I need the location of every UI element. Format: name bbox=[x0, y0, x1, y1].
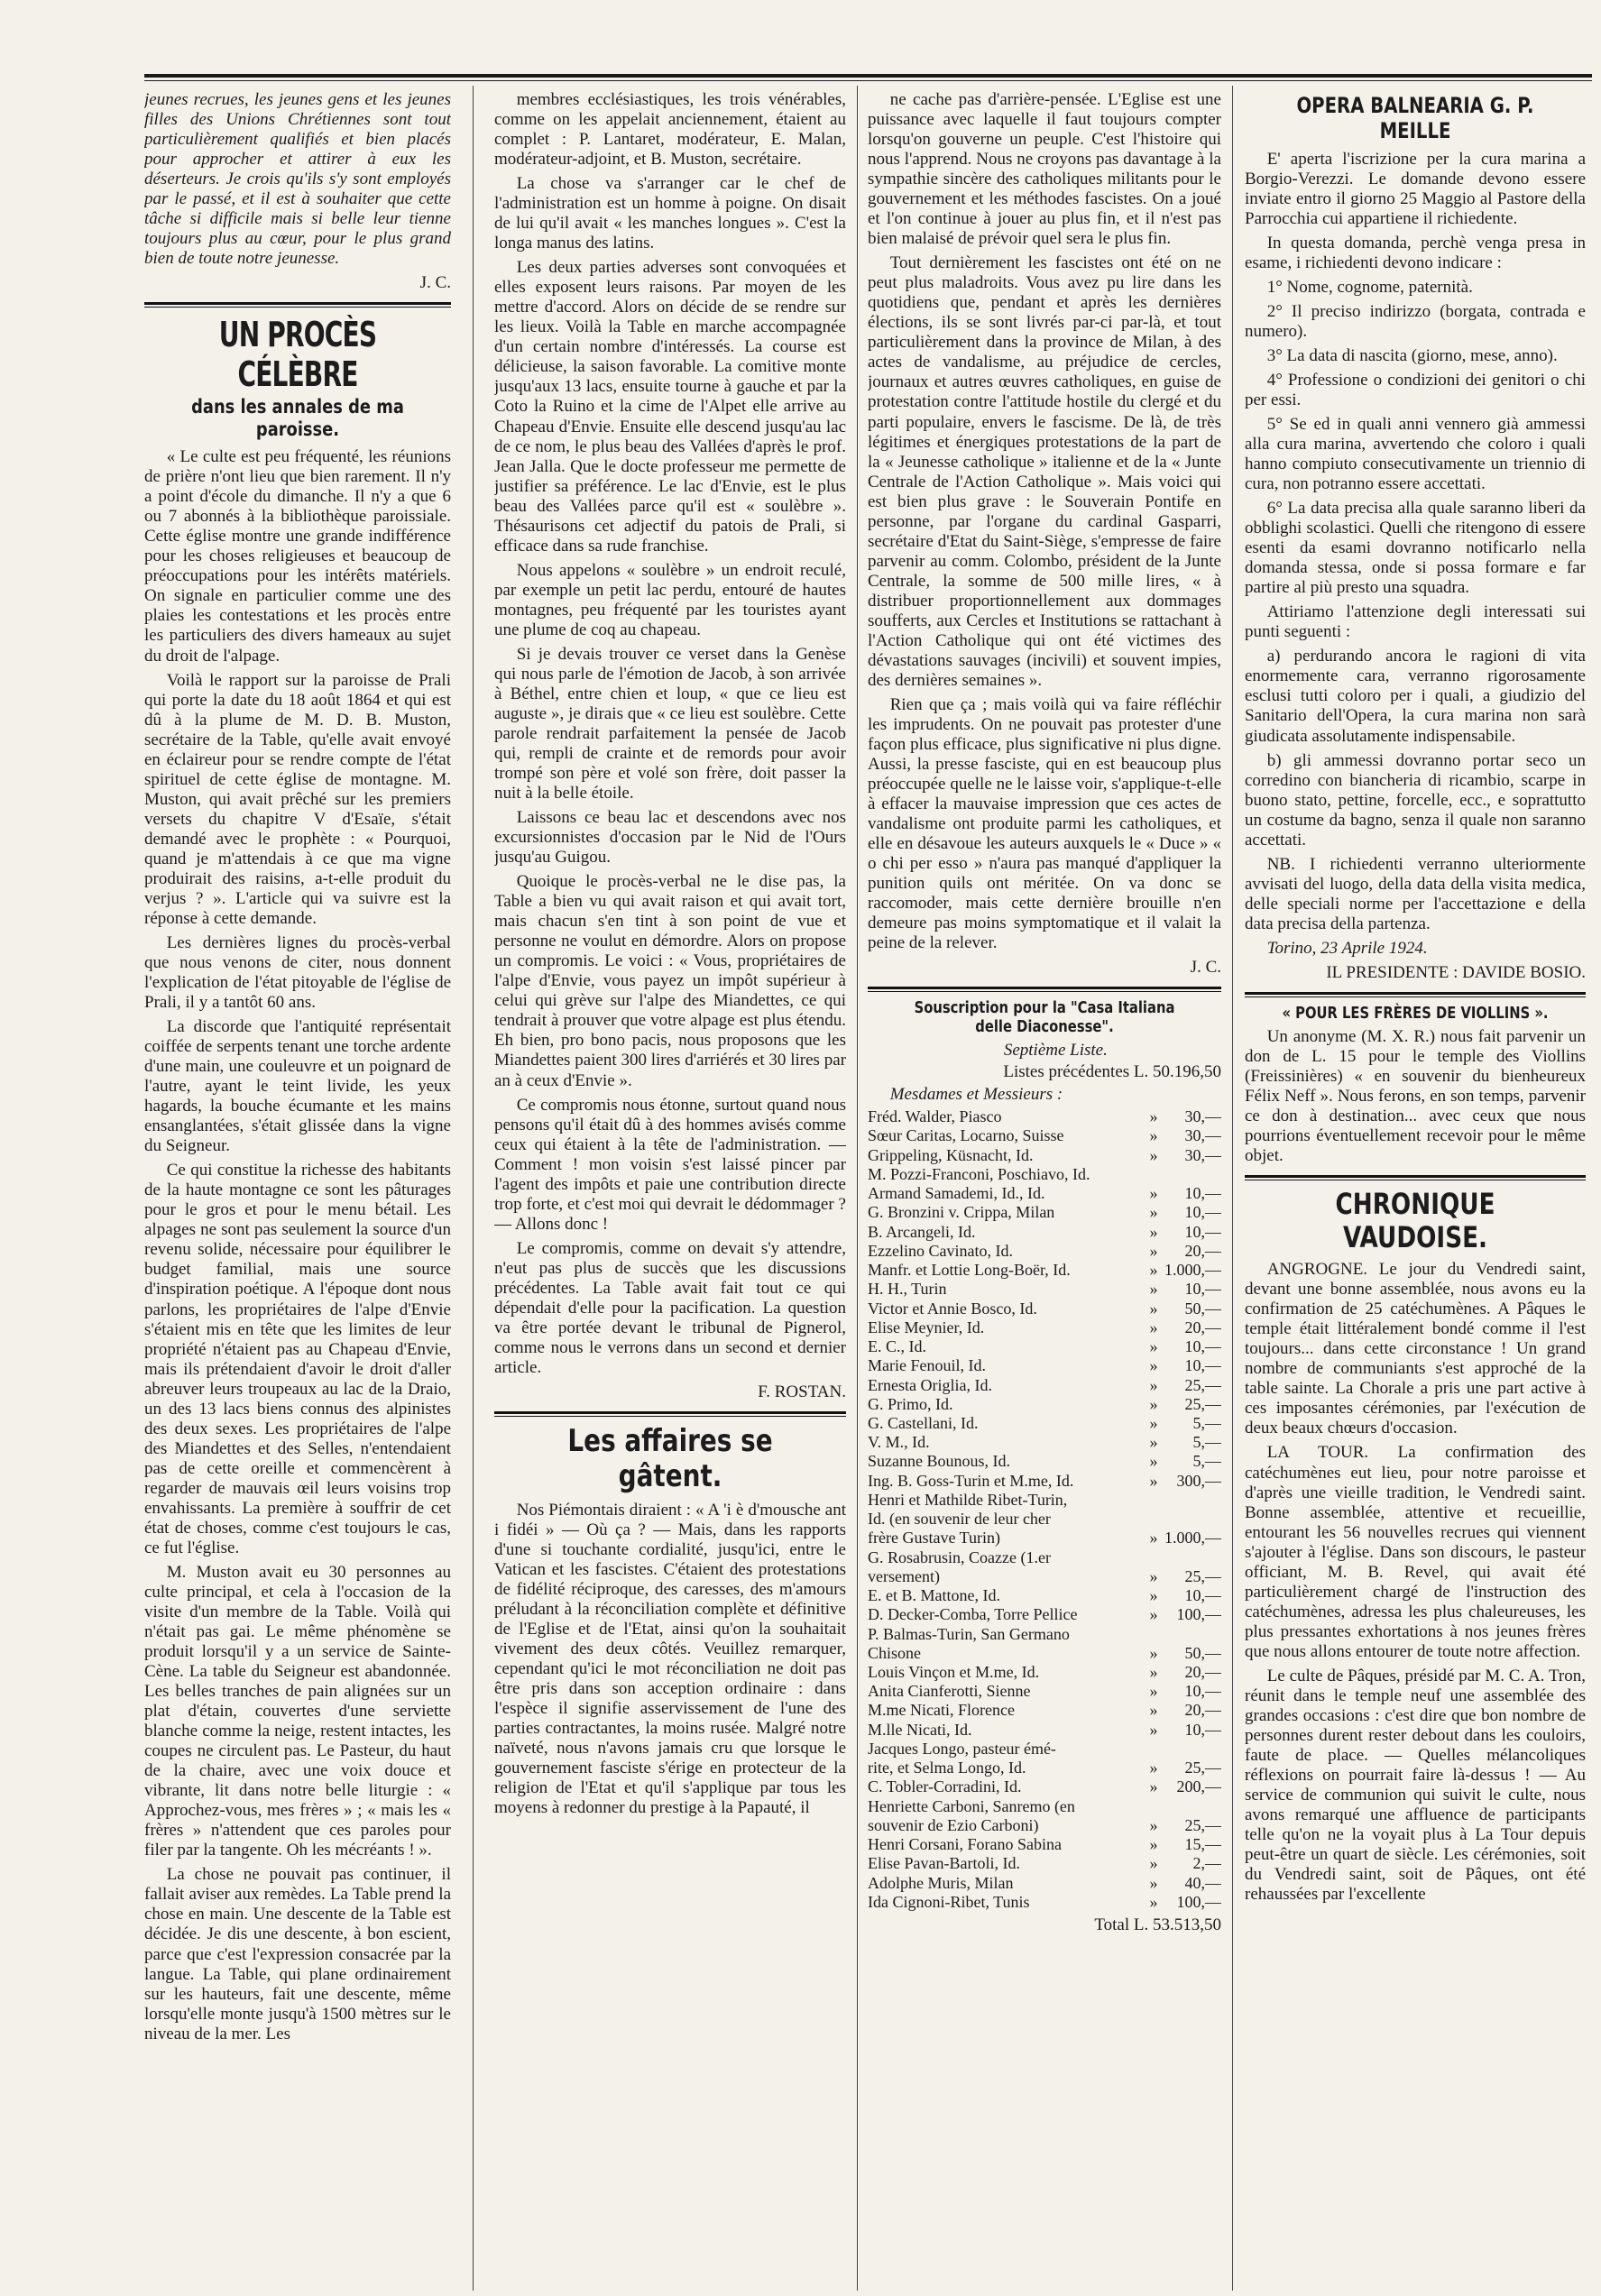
donor-row bbox=[868, 1414, 1221, 1433]
donor-name: Henri Corsani, Forano Sabina bbox=[868, 1835, 1062, 1854]
donor-row bbox=[868, 1203, 1221, 1222]
article-body-continued bbox=[494, 90, 846, 1378]
donor-amount: 10,— bbox=[1184, 1682, 1221, 1701]
donor-row bbox=[868, 1452, 1221, 1471]
ditto-mark: » bbox=[1149, 1759, 1158, 1777]
donor-name: Elise Meynier, Id. bbox=[868, 1318, 985, 1336]
donor-row bbox=[868, 1491, 1221, 1510]
donor-name: Henri et Mathilde Ribet-Turin, bbox=[868, 1490, 1068, 1509]
section-rule bbox=[1245, 992, 1586, 997]
paragraph: 6° La data precisa alla quale saranno liberi da obblighi scolastici. Quelli che ritengono di essere esenti da esami dovranno notificarlo nella domanda stessa, onde si possa formare e far partire al più presto una squadra. bbox=[1245, 499, 1586, 598]
paragraph: Tout dernièrement les fascistes ont été on ne peut plus maladroits. Vous avez pu lire dans les quotidiens que, pendant et après les dernières élections, ils se sont livrés par-ci par-là, et tout particulièrement dans la province de Milan, à des actes de vandalisme, au préjudice de cercles, journaux et autres œuvres catholiques, en guise de protestation contre l'attitude hostile du clergé et du parti populaire, envers le fascisme. De là, de très légitimes et énergiques protestations de la part de la « Jeunesse catholique » italienne et de la « Junte Centrale de l'Action Catholique ». Mais voici qui est bien plus grave : le Souverain Pontife en personne, par l'organe du cardinal Gasparri, secrétaire d'Etat du Saint-Siège, s'empresse de faire parvenir au comm. Colombo, président de la Junte Centrale, la somme de 500 mille lires, « à distribuer proportionnellement aux dommages soufferts, aux Cercles et Institutions se rattachant à l'Action Catholique qui ont été victimes des dévastations sauvages (incivili) et souvent impies, des dernières semaines ». bbox=[868, 253, 1221, 690]
ditto-mark: » bbox=[1149, 1107, 1158, 1126]
ditto-mark: » bbox=[1149, 1566, 1158, 1585]
chronicle-body bbox=[1245, 1260, 1586, 1905]
donor-amount: 5,— bbox=[1192, 1433, 1221, 1452]
paragraph: M. Muston avait eu 30 personnes au culte principal, et cela à l'occasion de la visite d'un membre de la Table. Voilà qui n'était pas gai. Le même phénomène se produit lorsqu'il y a un service de Sainte-Cène. La table du Seigneur est abandonnée. Les belles tranches de pain alignées sur un plat d'étain, couvertes d'une serviette blanche comme la neige, restent intactes, les coupes ne circulent pas. Le Pasteur, du haut de la chaire, avec une voix douce et vibrante, lit dans notre belle liturgie : « Approchez-vous, mes frères » ; « mais les « frères » n'attendent que ces paroles pour filer par la tangente. Oh les mécréants ! ». bbox=[144, 1562, 451, 1860]
ditto-mark: » bbox=[1149, 1413, 1158, 1432]
ditto-mark: » bbox=[1149, 1643, 1158, 1662]
paragraph: La discorde que l'antiquité représentait coiffée de serpents tenant une torche ardente d'une main, une couleuvre et un poignard de l'autre, ayant le teint livide, les yeux hagards, la bouche écumante et les mains ensanglantées, s'était glissée dans la vigne du Seigneur. bbox=[144, 1017, 451, 1156]
ditto-mark: » bbox=[1149, 1318, 1158, 1336]
donor-row bbox=[868, 1356, 1221, 1375]
donor-list-header: Mesdames et Messieurs : bbox=[889, 1085, 1063, 1105]
donor-name: V. M., Id. bbox=[868, 1433, 930, 1452]
paragraph: Le compromis, comme on devait s'y attendre, n'eut pas plus de succès que les discussions précédentes. La Table avait fait tout ce qui dépendait d'elle pour la pacification. La question va être portée devant le tribunal de Pignerol, comme nous le verrons dans un second et dernier article. bbox=[494, 1238, 846, 1377]
donor-name: D. Decker-Comba, Torre Pellice bbox=[868, 1605, 1078, 1624]
ditto-mark: » bbox=[1149, 1471, 1158, 1490]
donor-row bbox=[868, 1548, 1221, 1567]
column-divider bbox=[473, 86, 474, 2291]
article-title: UN PROCÈS CÉLÈBRE bbox=[218, 315, 377, 395]
donor-name: E. C., Id. bbox=[868, 1337, 926, 1356]
donor-amount: 30,— bbox=[1184, 1107, 1221, 1126]
section-rule bbox=[868, 987, 1221, 992]
donor-amount: 40,— bbox=[1184, 1873, 1221, 1892]
intro-signature: J. C. bbox=[419, 273, 451, 293]
paragraph: Voilà le rapport sur la paroisse de Prali qui porte la date du 18 août 1864 et qui est dû à la plume de M. D. B. Muston, secrétaire de la Table, qu'elle avait envoyé en éclaireur pour se rendre compte de l'état spirituel de cette église de montagne. M. Muston, qui avait prêché sur les premiers versets du chapitre V d'Esaïe, s'était demandé avec le prophète : « Pourquoi, quand je m'attendais à ce que ma vigne produirait des raisins, a-t-elle produit du verjus ? ». L'article qui va suivre est la réponse à cette demande. bbox=[144, 670, 451, 928]
donor-name: souvenir de Ezio Carboni) bbox=[868, 1815, 1039, 1834]
donor-amount: 25,— bbox=[1184, 1815, 1221, 1834]
donor-amount bbox=[1164, 1491, 1221, 1510]
intro-paragraph: jeunes recrues, les jeunes gens et les jeunes filles des Unions Chrétiennes sont tout particulièrement qualifiés et bien placés pour approcher et attirer à eux les déserteurs. Je crois qu'ils s'y sont employés par le passé, et il est à souhaiter que cette tâche si difficile mais si belle leur tienne toujours plus au cœur, pour le plus grand bien de toute notre jeunesse. bbox=[144, 90, 451, 269]
paragraph: a) perdurando ancora le ragioni di vita enormemente cara, verranno rigorosamente esclusi tutti coloro per i quali, a giudizio del Sanitario dell'Opera, la cura marina non sarà giudicata assolutamente indispensabile. bbox=[1245, 647, 1586, 746]
donor-amount: 1.000,— bbox=[1164, 1261, 1221, 1280]
paragraph: Ce compromis nous étonne, surtout quand nous pensons qu'il était dû à des hommes avisés comme ceux qui étaient à la tête de l'administration. — Comment ! mon voisin s'est laissé pincer par l'agent des impôts et paie une contribution directe trop forte, et c'est moi qui devrait le dédommager ? — Allons donc ! bbox=[494, 1095, 846, 1234]
donor-name: Sœur Caritas, Locarno, Suisse bbox=[868, 1126, 1064, 1145]
donor-row bbox=[868, 1529, 1221, 1548]
article-subtitle: dans les annales de ma paroisse. bbox=[191, 396, 404, 440]
donor-name: Suzanne Bounous, Id. bbox=[868, 1452, 1010, 1471]
ditto-mark bbox=[1144, 1797, 1164, 1816]
paragraph: ANGROGNE. Le jour du Vendredi saint, devant une bonne assemblée, nous avons eu la confirmation de 25 catéchumènes. A Pâques le temple était littéralement bondé comme il l'est toujours... dans cette circonstance ! Un grand nombre de communiants s'est approché de la table sainte. La Chorale a pris une part active à ces imposantes cérémonies, par l'exécution de deux beaux chœurs d'occasion. bbox=[1245, 1260, 1586, 1438]
paragraph: E' aperta l'iscrizione per la cura marina a Borgio-Verezzi. Le domande devono essere inviate entro il giorno 25 Maggio al Pastore della Parrocchia cui appartiene il richiedente. bbox=[1245, 149, 1586, 228]
article-body-affaires bbox=[494, 1501, 846, 1819]
paragraph: Nous appelons « soulèbre » un endroit reculé, par exemple un petit lac perdu, entouré de hautes montagnes, peu fréquenté par les touristes ayant une plume de coq au chapeau. bbox=[494, 560, 846, 639]
donor-name: Chisone bbox=[868, 1643, 922, 1662]
paragraph: 2° Il preciso indirizzo (borgata, contrada e numero). bbox=[1245, 301, 1586, 341]
donor-row bbox=[868, 1625, 1221, 1644]
donor-amount bbox=[1164, 1797, 1221, 1816]
donor-row bbox=[868, 1242, 1221, 1261]
article-body-affaires-continued bbox=[868, 90, 1221, 953]
donor-name: Elise Pavan-Bartoli, Id. bbox=[868, 1854, 1020, 1873]
donor-name: G. Bronzini v. Crippa, Milan bbox=[868, 1203, 1055, 1222]
donor-name: Id. (en souvenir de leur cher bbox=[868, 1510, 1051, 1529]
donor-name: M.me Nicati, Florence bbox=[868, 1701, 1015, 1720]
donor-row bbox=[868, 1318, 1221, 1337]
donor-name: Victor et Annie Bosco, Id. bbox=[868, 1299, 1037, 1318]
donor-name: G. Castellani, Id. bbox=[868, 1413, 979, 1432]
paragraph: « Le culte est peu fréquenté, les réunions de prière n'ont lieu que bien rarement. Il n'y a point d'école du dimanche. Il n'y a que 6 ou 7 abonnés à la bibliothèque paroissiale. Cette église montre une grande indifférence pour les choses religieuses et beaucoup de préoccupations pour les intérêts matériels. On signale en particulier comme une des plaies les contestations et les procès entre les particuliers des divers hameaux au sujet du droit de l'alpage. bbox=[144, 447, 451, 666]
donor-row bbox=[868, 1777, 1221, 1796]
donor-amount: 300,— bbox=[1176, 1471, 1221, 1490]
donor-amount: 10,— bbox=[1184, 1720, 1221, 1739]
donor-amount: 10,— bbox=[1184, 1337, 1221, 1356]
ditto-mark: » bbox=[1149, 1586, 1158, 1605]
article-body bbox=[144, 447, 451, 2043]
paragraph: Ce qui constitue la richesse des habitants de la haute montagne ce sont les pâturages pour le gros et pour le menu bétail. Les alpages ne sont pas seulement la source d'un revenu solide, nécessaire pour équilibrer le budget familial, mais une source d'inspiration poétique. A l'époque dont nous parlons, les propriétaires de l'alpe d'Envie s'étaient mis en tête que les limites de leur propriété n'étaient pas au Chapeau d'Envie, mais ils prétendaient d'avoir le droit d'aller abreuver leurs troupeaux au lac de la Draio, un des 13 lacs biens connus des alpinistes des deux sexes. Les propriétaires de l'alpe des Miandettes et des Selles, n'entendaient pas de cette oreille et commencèrent à regarder de mauvais œil leurs voisins trop envahissants. La première à souffrir de cet état de choses, comme c'est toujours le cas, ce fut l'église. bbox=[144, 1161, 451, 1557]
article-title-affaires: Les affaires se gâtent. bbox=[567, 1423, 773, 1495]
donor-row bbox=[868, 1395, 1221, 1414]
donor-list bbox=[868, 1107, 1221, 1912]
ditto-mark: » bbox=[1149, 1701, 1158, 1720]
donor-name: Louis Vinçon et M.me, Id. bbox=[868, 1663, 1040, 1682]
paragraph: Rien que ça ; mais voilà qui va faire réfléchir les imprudents. On ne pouvait pas protester d'une façon plus efficace, plus significative ni plus digne. Aussi, la presse fasciste, qui en est beaucoup plus préoccupée quelle ne le laisse voir, s'applique-t-elle à effacer la mauvaise impression que ces actes de vandalisme ont produite parmi les catholiques, et elle en désavoue les auteurs auxquels le « Duce » « o chi per esso » n'aura pas manqué d'appliquer la punition quils ont méritée. On va donc se raccomoder, mais cette dernière brouille n'en demeure pas moins symptomatique et il valait la peine de la relever. bbox=[868, 694, 1221, 953]
donor-name: M. Pozzi-Franconi, Poschiavo, Id. bbox=[868, 1164, 1090, 1183]
donor-row bbox=[868, 1797, 1221, 1816]
donor-row bbox=[868, 1280, 1221, 1299]
donor-name: Manfr. et Lottie Long-Boër, Id. bbox=[868, 1261, 1071, 1280]
ditto-mark: » bbox=[1149, 1280, 1158, 1299]
donor-amount: 10,— bbox=[1184, 1586, 1221, 1605]
opera-signature: IL PRESIDENTE : DAVIDE BOSIO. bbox=[1326, 962, 1586, 982]
paragraph: NB. I richiedenti verranno ulteriormente avvisati del luogo, della data della visita medica, delle speciali norme per l'accettazione e della data precisa della partenza. bbox=[1245, 854, 1586, 933]
ditto-mark: » bbox=[1149, 1222, 1158, 1241]
section-rule bbox=[1245, 1175, 1586, 1180]
donor-row bbox=[868, 1146, 1221, 1165]
section-rule bbox=[494, 1411, 846, 1417]
donor-name: versement) bbox=[868, 1566, 940, 1585]
viollins-paragraph: Un anonyme (M. X. R.) nous fait parvenir un don de L. 15 pour le temple des Viollins (Freissinières) « en souvenir du bienheureux Félix Neff ». Nous ferons, en son temps, parvenir ce don à destination... avec ceux que nous pourrions éventuellement recevoir pour le même objet. bbox=[1245, 1026, 1586, 1165]
column-2 bbox=[494, 90, 846, 2291]
ditto-mark: » bbox=[1149, 1452, 1158, 1471]
ditto-mark: » bbox=[1149, 1145, 1158, 1164]
donor-name: C. Tobler-Corradini, Id. bbox=[868, 1777, 1022, 1796]
ditto-mark: » bbox=[1149, 1815, 1158, 1834]
donor-row bbox=[868, 1740, 1221, 1759]
donor-name: Ezzelino Cavinato, Id. bbox=[868, 1241, 1013, 1260]
ditto-mark: » bbox=[1149, 1299, 1158, 1318]
paragraph: Attiriamo l'attenzione degli interessati sui punti seguenti : bbox=[1245, 602, 1586, 642]
donor-name: frère Gustave Turin) bbox=[868, 1529, 1000, 1548]
opera-body bbox=[1245, 150, 1586, 934]
donor-name: Ing. B. Goss-Turin et M.me, Id. bbox=[868, 1471, 1074, 1490]
donor-name: Marie Fenouil, Id. bbox=[868, 1356, 986, 1375]
donor-amount: 30,— bbox=[1184, 1126, 1221, 1145]
ditto-mark: » bbox=[1149, 1892, 1158, 1911]
ditto-mark: » bbox=[1149, 1261, 1158, 1280]
paragraph: Les dernières lignes du procès-verbal que nous venons de citer, nous donnent l'explication de l'état pitoyable de l'église de Prali, il y a tantôt 60 ans. bbox=[144, 932, 451, 1013]
ditto-mark: » bbox=[1149, 1203, 1158, 1222]
donor-row bbox=[868, 1223, 1221, 1242]
paragraph: La chose ne pouvait pas continuer, il fallait aviser aux remèdes. La Table prend la chose en main. Une descente de la Table est décidée. Je dis une descente, à bon escient, parce que c'est l'expression consacrée par la langue. La Table, qui plane ordinairement sur les hauteurs, fait une descente, même lorsqu'elle monte jusqu'à 1500 mètres sur le niveau de la mer. Les bbox=[144, 1865, 451, 2043]
ditto-mark: » bbox=[1149, 1126, 1158, 1145]
donor-row bbox=[868, 1721, 1221, 1740]
ditto-mark bbox=[1144, 1625, 1164, 1644]
paragraph: 3° La data di nascita (giorno, mese, anno). bbox=[1266, 345, 1558, 365]
donor-row bbox=[868, 1165, 1221, 1184]
article-signature: F. ROSTAN. bbox=[758, 1382, 846, 1401]
ditto-mark: » bbox=[1149, 1682, 1158, 1701]
donor-amount: 1.000,— bbox=[1164, 1529, 1221, 1548]
ditto-mark: » bbox=[1149, 1777, 1158, 1796]
donor-row bbox=[868, 1567, 1221, 1586]
chronicle-title: CHRONIQUE VAUDOISE. bbox=[1335, 1186, 1495, 1255]
donor-name: E. et B. Mattone, Id. bbox=[868, 1586, 1000, 1605]
donor-name: Henriette Carboni, Sanremo (en bbox=[868, 1796, 1075, 1815]
donor-amount: 10,— bbox=[1184, 1203, 1221, 1222]
column-4 bbox=[1245, 90, 1586, 2291]
donor-row bbox=[868, 1835, 1221, 1854]
donor-amount bbox=[1164, 1548, 1221, 1567]
donor-row bbox=[868, 1107, 1221, 1126]
ditto-mark: » bbox=[1149, 1356, 1158, 1375]
ditto-mark: » bbox=[1149, 1854, 1158, 1873]
donor-amount: 50,— bbox=[1184, 1643, 1221, 1662]
donor-name: B. Arcangeli, Id. bbox=[868, 1222, 976, 1241]
donor-row bbox=[868, 1682, 1221, 1701]
ditto-mark: » bbox=[1149, 1184, 1158, 1203]
donor-row bbox=[868, 1472, 1221, 1491]
paragraph: Nos Piémontais diraient : « A 'i è d'mousche ant i fidéi » — Où ça ? — Mais, dans les rapports d'une si touchante cordialité, jusqu'ici, entre le Vatican et les fascistes. C'étaient des protestations de fidélité réciproque, des caresses, des m'amours préludant à la réconciliation complète et définitive de l'Eglise et de l'Etat, ainsi qu'on la souhaitait vivement des deux côtés. Veuillez remarquer, cependant qu'ici le mot réconciliation ne doit pas être pris dans son acception ordinaire : dans l'espèce il signifie asservissement de l'une des parties contractantes, la moins rusée. Malgré notre naïveté, nous n'avons jamais cru que lorsque le gouvernement fasciste s'érige en protecteur de la religion de l'Etat et qu'il s'applique par tous les moyens à redonner du prestige à la Papauté, il bbox=[494, 1500, 846, 1818]
donor-name: Adolphe Muris, Milan bbox=[868, 1873, 1014, 1892]
paragraph: Le culte de Pâques, présidé par M. C. A. Tron, réunit dans le temple neuf une assemblée des grandes occasions : c'est dire que bon nombre de personnes durent rester debout dans les couloirs, faute de place. — Quelles mélancoliques réflexions on pourrait faire là-dessus ! — Au service de communion qui suivit le culte, nous avons remarqué une affluence de participants telle qu'on ne la voyait plus à La Tour depuis peut-être un quart de siècle. Les cérémonies, soit du Vendredi saint, soit de Pâques, ont été rehaussées par l'excellente bbox=[1245, 1666, 1586, 1905]
donor-amount: 10,— bbox=[1184, 1356, 1221, 1375]
donor-row bbox=[868, 1759, 1221, 1777]
donor-amount: 25,— bbox=[1184, 1566, 1221, 1585]
column-1 bbox=[144, 90, 451, 2291]
donor-name: G. Primo, Id. bbox=[868, 1394, 953, 1413]
donor-name: Ida Cignoni-Ribet, Tunis bbox=[868, 1892, 1030, 1911]
donor-name: Fréd. Walder, Piasco bbox=[868, 1107, 1002, 1126]
subscription-total: Total L. 53.513,50 bbox=[1094, 1915, 1221, 1935]
ditto-mark: » bbox=[1149, 1529, 1158, 1548]
column-divider bbox=[857, 86, 858, 2291]
donor-row bbox=[868, 1893, 1221, 1912]
paragraph: Les deux parties adverses sont convoquées et elles exposent leurs raisons. Par moyen de les mettre d'accord. Alors on décide de se rendre sur les lieux. Voilà la Table en marche accompagnée d'un certain nombre d'intéressés. La course est délicieuse, la saison favorable. La comitive monte jusqu'aux 13 lacs, ensuite tourne à gauche et par la Coto la Ruino et la cime de l'Alpet elle arrive au Chapeau d'Envie. Ensuite elle descend jusqu'au lac de ce nom, le plus beau des Vallées d'après le prof. Jean Jalla. Que le docte professeur me permette de justifier sa préférence. Le lac d'Envie, est le plus beau des Vallées parce qu'il est « soulèbre ». Thésaurisons cet adjectif du patois de Prali, si efficace dans sa rude franchise. bbox=[494, 258, 846, 556]
donor-name: M.lle Nicati, Id. bbox=[868, 1720, 972, 1739]
donor-row bbox=[868, 1816, 1221, 1835]
subscription-title: Souscription pour la "Casa Italiana delle Diaconesse". bbox=[914, 998, 1175, 1037]
ditto-mark: » bbox=[1149, 1605, 1158, 1624]
donor-amount bbox=[1164, 1510, 1221, 1529]
donor-name: rite, et Selma Longo, Id. bbox=[868, 1759, 1026, 1777]
paragraph: ne cache pas d'arrière-pensée. L'Eglise est une puissance avec laquelle il faut toujours compter lorsqu'on gouverne un peuple. C'est l'histoire qui nous l'apprend. Nous ne croyons pas davantage à la sympathie sincère des catholiques militants pour le gouvernement et les méthodes fascistes. On a joué et l'on continue à jouer au plus fin, et il n'est pas bien malaisé de prévoir quel sera le plus fin. bbox=[868, 90, 1221, 249]
ditto-mark: » bbox=[1149, 1375, 1158, 1394]
ditto-mark: » bbox=[1149, 1433, 1158, 1452]
donor-amount: 100,— bbox=[1176, 1892, 1221, 1911]
donor-row bbox=[868, 1605, 1221, 1624]
donor-row bbox=[868, 1261, 1221, 1280]
donor-amount: 5,— bbox=[1192, 1452, 1221, 1471]
section-rule bbox=[144, 302, 451, 308]
ditto-mark bbox=[1144, 1510, 1164, 1529]
paragraph: LA TOUR. La confirmation des catéchumènes eut lieu, pour notre paroisse et d'après une vieille tradition, le Vendredi saint. Bonne assemblée, attentive et recueillie, entourant les 56 nouvelles recrues qui viennent s'ajouter à l'église. Dans son discours, le pasteur officiant, M. B. Revel, qui avait été particulièrement chargé de l'instruction des catéchumènes, adressa les plus chaleureuses, les plus pressantes exhortations à nos jeunes frères que nous allons entourer de toute notre affection. bbox=[1245, 1443, 1586, 1661]
donor-row bbox=[868, 1376, 1221, 1395]
donor-amount: 15,— bbox=[1184, 1835, 1221, 1854]
paragraph: 1° Nome, cognome, paternità. bbox=[1266, 277, 1473, 297]
donor-name: H. H., Turin bbox=[868, 1280, 947, 1299]
ditto-mark: » bbox=[1149, 1835, 1158, 1854]
subscription-list-number: Septième Liste. bbox=[1003, 1041, 1108, 1061]
ditto-mark: » bbox=[1149, 1873, 1158, 1892]
donor-amount: 30,— bbox=[1184, 1145, 1221, 1164]
donor-name: Grippeling, Küsnacht, Id. bbox=[868, 1145, 1034, 1164]
donor-row bbox=[868, 1126, 1221, 1145]
donor-amount bbox=[1164, 1740, 1221, 1759]
paragraph: b) gli ammessi dovranno portar seco un corredino con biancheria di ricambio, scarpe in buono stato, pettine, forcelle, ecc., e soprattutto un costume da bagno, senza il quale non saranno accettati. bbox=[1245, 750, 1586, 850]
donor-name: Ernesta Origlia, Id. bbox=[868, 1375, 992, 1394]
donor-amount: 10,— bbox=[1184, 1222, 1221, 1241]
donor-row bbox=[868, 1701, 1221, 1720]
donor-name: Anita Cianferotti, Sienne bbox=[868, 1682, 1031, 1701]
paragraph: membres ecclésiastiques, les trois vénérables, comme on les appelait anciennement, étaient au complet : P. Lantaret, modérateur, E. Malan, modérateur-adjoint, et B. Muston, secrétaire. bbox=[494, 90, 846, 170]
donor-amount: 10,— bbox=[1184, 1280, 1221, 1299]
donor-amount bbox=[1164, 1165, 1221, 1184]
donor-name: P. Balmas-Turin, San Germano bbox=[868, 1624, 1070, 1643]
donor-amount: 25,— bbox=[1184, 1375, 1221, 1394]
donor-row bbox=[868, 1184, 1221, 1203]
ditto-mark bbox=[1144, 1740, 1164, 1759]
masthead-rule-thin bbox=[144, 80, 1592, 81]
donor-row bbox=[868, 1586, 1221, 1605]
donor-row bbox=[868, 1874, 1221, 1893]
ditto-mark: » bbox=[1149, 1337, 1158, 1356]
column-3 bbox=[868, 90, 1221, 2291]
column-divider bbox=[1232, 86, 1233, 2291]
ditto-mark: » bbox=[1149, 1394, 1158, 1413]
paragraph: Si je devais trouver ce verset dans la Genèse qui nous parle de l'émotion de Jacob, à son arrivée à Béthel, entre chien et loup, « que ce lieu est auguste », je dirais que « ce lieu est soulèbre. Cette parole rendrait parfaitement la pensée de Jacob qui, rempli de crainte et de remords pour avoir trompé son père et volé son frère, doit passer la nuit à la belle étoile. bbox=[494, 644, 846, 804]
donor-row bbox=[868, 1854, 1221, 1873]
donor-name: Jacques Longo, pasteur émé- bbox=[868, 1739, 1056, 1758]
viollins-title: « POUR LES FRÈRES DE VIOLLINS ». bbox=[1282, 1003, 1549, 1023]
donor-amount: 5,— bbox=[1192, 1413, 1221, 1432]
paragraph: In questa domanda, perchè venga presa in esame, i richiedenti devono indicare : bbox=[1245, 233, 1586, 272]
donor-amount: 10,— bbox=[1184, 1184, 1221, 1203]
donor-amount: 20,— bbox=[1184, 1701, 1221, 1720]
ditto-mark bbox=[1144, 1548, 1164, 1567]
opera-title: OPERA BALNEARIA G. P. MEILLE bbox=[1296, 93, 1534, 143]
donor-row bbox=[868, 1300, 1221, 1318]
paragraph: 5° Se ed in quali anni vennero già ammessi alla cura marina, avvertendo che coloro i quali hanno compiuto consecutivamente un triennio di cura, non potranno essere accettati. bbox=[1245, 415, 1586, 494]
paragraph: 4° Professione o condizioni dei genitori o chi per essi. bbox=[1245, 370, 1586, 409]
opera-date: Torino, 23 Aprile 1924. bbox=[1266, 938, 1428, 958]
previous-total: Listes précédentes L. 50.196,50 bbox=[1003, 1062, 1221, 1082]
donor-amount: 200,— bbox=[1176, 1777, 1221, 1796]
ditto-mark: » bbox=[1149, 1720, 1158, 1739]
donor-amount bbox=[1164, 1625, 1221, 1644]
ditto-mark bbox=[1144, 1491, 1164, 1510]
donor-row bbox=[868, 1644, 1221, 1663]
donor-amount: 2,— bbox=[1192, 1854, 1221, 1873]
donor-amount: 50,— bbox=[1184, 1299, 1221, 1318]
donor-amount: 100,— bbox=[1176, 1605, 1221, 1624]
article-signature: J. C. bbox=[1190, 958, 1221, 978]
donor-name: Armand Samademi, Id., Id. bbox=[868, 1184, 1045, 1203]
donor-row bbox=[868, 1663, 1221, 1682]
ditto-mark: » bbox=[1149, 1241, 1158, 1260]
ditto-mark bbox=[1144, 1165, 1164, 1184]
paragraph: Laissons ce beau lac et descendons avec nos excursionnistes d'occasion par le Nid de l'Ours jusqu'au Guigou. bbox=[494, 808, 846, 868]
paragraph: Quoique le procès-verbal ne le dise pas, la Table a bien vu qui avait raison et qui avait tort, mais chacun s'en tint à son point de vue et personne ne voulut en démordre. Alors on propose un compromis. Le voici : « Vous, propriétaires de l'alpe d'Envie, vous payez un impôt supérieur à celui qui grève sur l'alpe des Miandettes, ce qui tendrait à prouver que votre alpage est plus étendu. Eh bien, pro bono pacis, nous proposons que les Miandettes paient 300 lires d'arriérés et 30 lires par an à ceux d'Envie ». bbox=[494, 872, 846, 1090]
paragraph: La chose va s'arranger car le chef de l'administration est un homme à poigne. On disait de lui qu'il avait « les manches longues ». C'est la longa manus des latins. bbox=[494, 174, 846, 253]
donor-amount: 20,— bbox=[1184, 1318, 1221, 1336]
donor-row bbox=[868, 1433, 1221, 1452]
donor-amount: 25,— bbox=[1184, 1394, 1221, 1413]
donor-amount: 25,— bbox=[1184, 1759, 1221, 1777]
donor-amount: 20,— bbox=[1184, 1241, 1221, 1260]
donor-row bbox=[868, 1337, 1221, 1356]
donor-amount: 20,— bbox=[1184, 1663, 1221, 1682]
ditto-mark: » bbox=[1149, 1663, 1158, 1682]
masthead-rule-thick bbox=[144, 74, 1592, 78]
donor-name: G. Rosabrusin, Coazze (1.er bbox=[868, 1548, 1051, 1566]
donor-row bbox=[868, 1510, 1221, 1529]
